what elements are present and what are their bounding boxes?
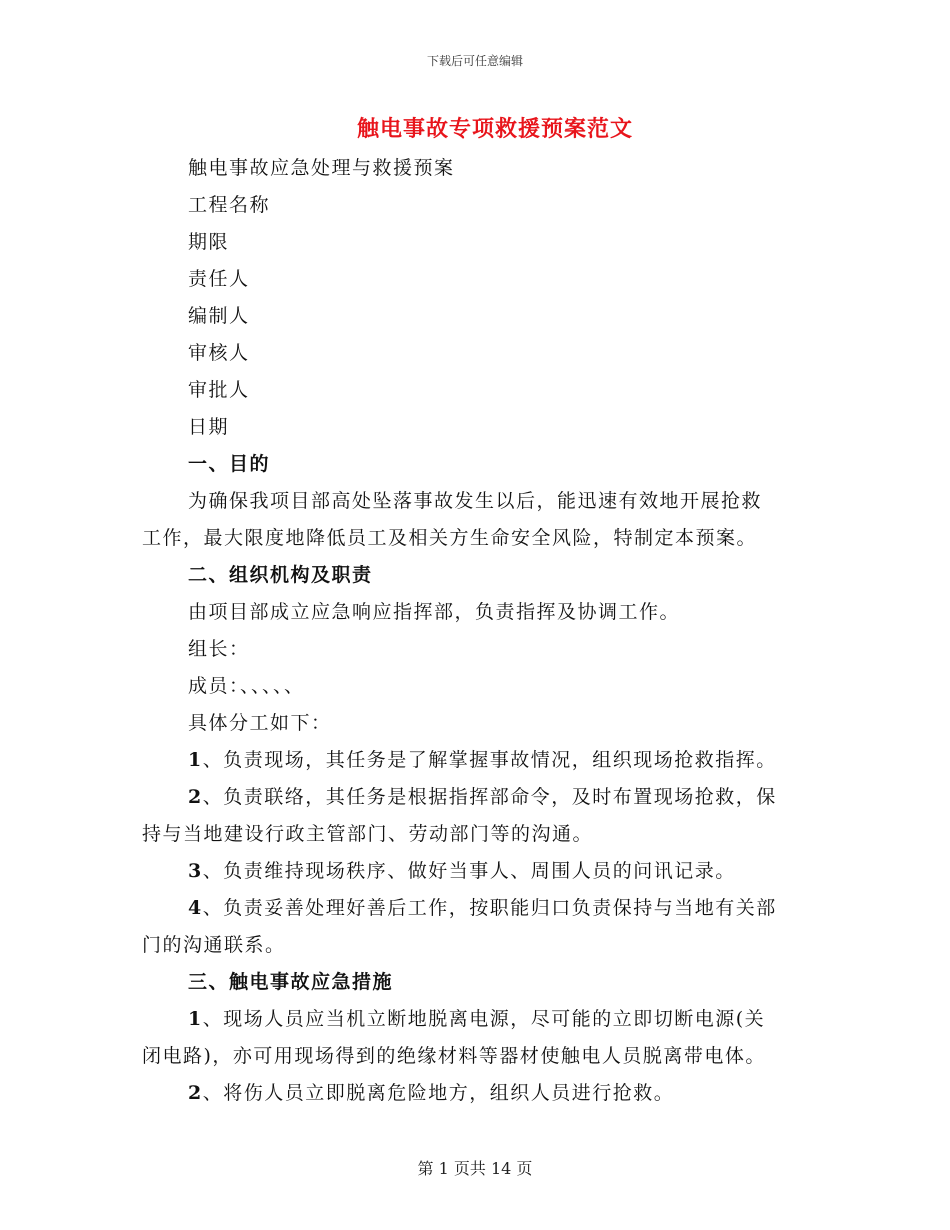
page-footer: 第 1 页共 14 页 [417,1159,533,1178]
duty-item-2-continuation: 持与当地建设行政主管部门、劳动部门等的沟通。 [142,823,594,845]
duty-item-number: 1 [188,749,203,771]
duty-item-4-continuation: 门的沟通联系。 [142,934,286,956]
duty-item-text: 、负责现场，其任务是了解掌握事故情况，组织现场抢救指挥。 [202,749,777,771]
purpose-paragraph-line-2: 工作，最大限度地降低员工及相关方生命安全风险，特制定本预案。 [142,527,758,549]
organization-division: 具体分工如下： [188,712,332,734]
document-body [142,150,810,1112]
measure-item-text: 、现场人员应当机立断地脱离电源，尽可能的立即切断电源(关 [202,1008,766,1030]
cover-subtitle: 触电事故应急处理与救援预案 [188,157,455,179]
cover-approver: 审批人 [188,379,250,401]
duty-item-text: 、负责联络，其任务是根据指挥部命令，及时布置现场抢救，保 [202,786,777,808]
measure-item-number: 2 [188,1082,203,1104]
duty-item-number: 4 [188,897,203,919]
duty-item-number: 2 [188,786,203,808]
cover-responsible: 责任人 [188,268,250,290]
organization-leader: 组长： [188,638,250,660]
duty-item-3 [142,853,810,890]
section-heading-measures: 三、触电事故应急措施 [188,971,394,993]
measure-item-number: 1 [188,1008,203,1030]
document-title: 触电事故专项救援预案范文 [356,116,633,142]
purpose-paragraph-line-1: 为确保我项目部高处坠落事故发生以后，能迅速有效地开展抢救 [188,490,763,512]
duty-item-number: 3 [188,860,203,882]
measure-item-2 [142,1075,810,1112]
section-heading-purpose: 一、目的 [188,453,271,475]
cover-compiler: 编制人 [188,305,250,327]
measure-item-1-continuation: 闭电路)，亦可用现场得到的绝缘材料等器材使触电人员脱离带电体。 [142,1045,766,1067]
duty-item-4 [142,890,810,927]
measure-item-text: 、将伤人员立即脱离危险地方，组织人员进行抢救。 [202,1082,675,1104]
cover-reviewer: 审核人 [188,342,250,364]
duty-item-2 [142,779,810,816]
cover-project-name: 工程名称 [188,194,271,216]
duty-item-text: 、负责妥善处理好善后工作，按职能归口负责保持与当地有关部 [202,897,777,919]
page-header-note: 下载后可任意编辑 [426,54,523,68]
organization-members: 成员：、、、、、 [188,675,305,697]
organization-intro: 由项目部成立应急响应指挥部，负责指挥及协调工作。 [188,601,681,623]
cover-period: 期限 [188,231,230,253]
duty-item-text: 、负责维持现场秩序、做好当事人、周围人员的问讯记录。 [202,860,736,882]
section-heading-organization: 二、组织机构及职责 [188,564,373,586]
measure-item-1 [142,1001,810,1038]
cover-date: 日期 [188,416,230,438]
duty-item-1 [142,742,810,779]
